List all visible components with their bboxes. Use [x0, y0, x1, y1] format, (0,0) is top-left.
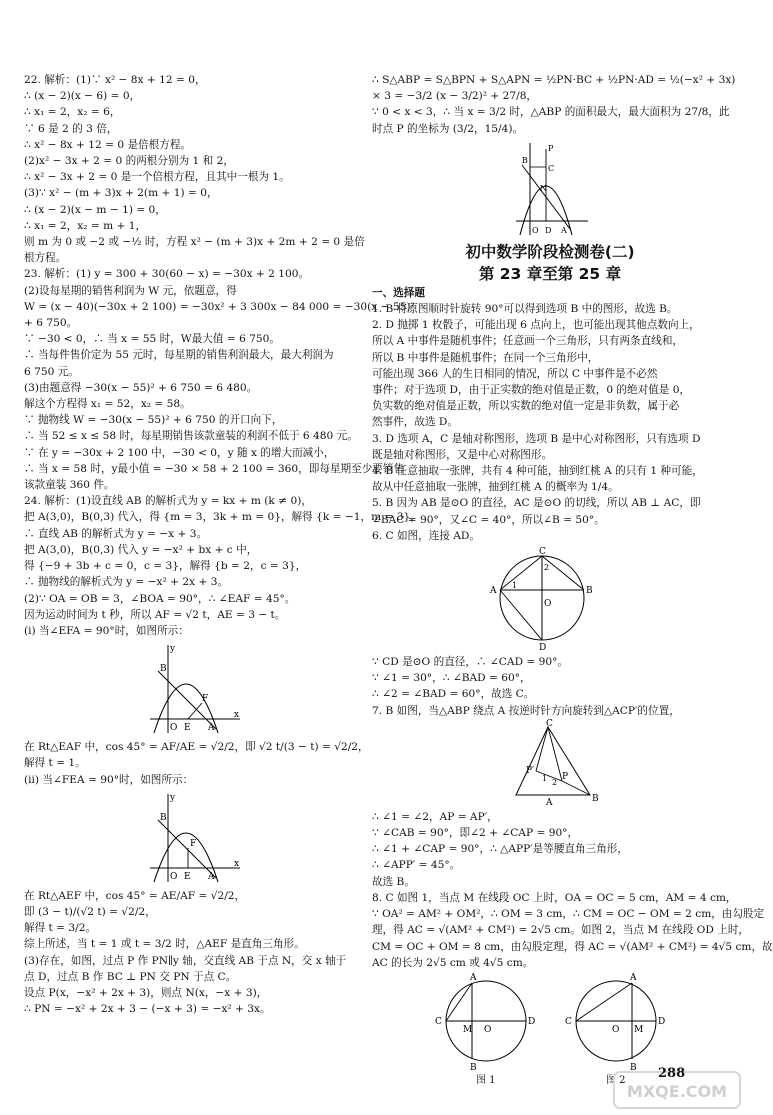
rq7-line: ∵ ∠CAB = 90°，即∠2 + ∠CAP = 90°， — [372, 827, 579, 840]
rq-line: 负实数的绝对值是正数，所以实数的绝对值一定是非负数，属于必 — [372, 400, 680, 413]
svg-text:x: x — [234, 858, 240, 869]
p24c-line: 设点 P(x，−x² + 2x + 3)，则点 N(x，−x + 3)， — [24, 986, 268, 999]
rq6-line: ∴ ∠2 = ∠BAD = 60°，故选 C。 — [372, 688, 535, 701]
p22-line: ∵ 6 是 2 的 3 倍， — [24, 122, 118, 135]
rq-line: 事件；对于选项 D，由于正实数的绝对值是正数，0 的绝对值是 0， — [372, 384, 691, 397]
svg-text:A: A — [208, 723, 215, 734]
rq-line: 所以 A 中事件是随机事件；任意画一个三角形，只有两条直线和， — [372, 335, 684, 348]
parabola-figure-3 — [512, 139, 592, 239]
svg-text:y: y — [170, 792, 176, 803]
rq-line: 既是轴对称图形，又是中心对称图形。 — [372, 448, 553, 461]
p24a-line: 因为运动时间为 t 秒，所以 AF = √2 t，AE = 3 − t。 — [24, 608, 286, 621]
rq-line: 可能出现 366 人的生日相同的情况，所以 C 中事件是不必然 — [372, 367, 658, 380]
rq7-line: CM = OC + OM = 8 cm，由勾股定理，得 AC = √(AM² + CM²) = 4√5 cm，故 — [372, 940, 773, 953]
svg-text:A: A — [546, 797, 553, 808]
rq7-line: ∴ ∠APP′ = 45°。 — [372, 859, 461, 872]
rq-line: 1. B 将原图顺时针旋转 90°可以得到选项 B 中的图形，故选 B。 — [372, 303, 678, 316]
svg-text:C: C — [539, 547, 546, 558]
svg-text:B: B — [522, 155, 528, 165]
p22-line: 22. 解析：(1)∵ x² − 8x + 12 = 0， — [24, 74, 206, 86]
svg-text:A: A — [630, 972, 637, 983]
figure-2-caption: 图 2 — [606, 1074, 626, 1086]
svg-text:MXQE.COM: MXQE.COM — [626, 1082, 728, 1101]
rq6-line: ∵ ∠1 = 30°，∴ ∠BAD = 60°， — [372, 672, 531, 685]
p23-line: ∵ −30 < 0，∴ 当 x = 55 时，W最大值 = 6 750。 — [24, 333, 281, 346]
section-subtitle: 第 23 章至第 25 章 — [478, 264, 622, 283]
svg-text:C: C — [435, 1016, 442, 1027]
circle-figure-2 — [562, 971, 672, 1071]
p24a-line: 把 A(3,0)，B(0,3) 代入，得 {m = 3，3k + m = 0}，解得 {k = −1，m = 3}， — [24, 511, 421, 524]
svg-text:2: 2 — [544, 563, 550, 573]
p23-line: (3)由题意得 −30(x − 55)² + 6 750 = 6 480。 — [24, 381, 258, 394]
p23-line: ∴ 当 52 ≤ x ≤ 58 时，每星期销售该款童装的利润不低于 6 480 元。 — [24, 430, 358, 443]
svg-text:C: C — [565, 1016, 572, 1027]
rq7-line: ∴ ∠1 + ∠CAP = 90°，∴ △APP′是等腰直角三角形， — [372, 843, 628, 856]
rq7-line: AC 的长为 2√5 cm 或 4√5 cm。 — [372, 956, 534, 969]
p24c-line: 综上所述，当 t = 1 或 t = 3/2 时，△AEF 是直角三角形。 — [24, 938, 305, 951]
circle-figure-1 — [432, 971, 542, 1071]
svg-text:x: x — [234, 710, 240, 721]
svg-text:D: D — [539, 643, 547, 654]
rq7-line: 故选 B。 — [372, 875, 415, 888]
p23-line: 该款童装 360 件。 — [24, 479, 115, 492]
rq-line: 然事件，故选 D。 — [372, 416, 459, 429]
p23-line: ∴ 当每件售价定为 55 元时，每星期的销售利润最大，最大利润为 — [24, 349, 334, 362]
svg-text:O: O — [484, 1024, 492, 1035]
p23-line: + 6 750。 — [24, 317, 78, 330]
p23-line: ∵ 在 y = −30x + 2 100 中，−30 < 0，y 随 x 的增大而减小， — [24, 446, 335, 459]
svg-text:N: N — [540, 183, 547, 193]
p22-line: ∴ x² − 3x + 2 = 0 是一个倍根方程，且其中一根为 1。 — [24, 171, 290, 184]
p22-line: ∴ (x − 2)(x − 6) = 0， — [24, 90, 141, 103]
solution-24-continued — [372, 72, 736, 137]
p23-line: 6 750 元。 — [24, 365, 79, 378]
svg-text:C: C — [548, 163, 555, 173]
p22-line: ∴ x² − 8x + 12 = 0 是倍根方程。 — [24, 138, 192, 151]
p24b-line: (ii) 当∠FEA = 90°时，如图所示： — [24, 773, 194, 786]
rq-line: 2. D 抛掷 1 枚骰子，可能出现 6 点向上，也可能出现其他点数向上， — [372, 319, 700, 332]
svg-text:D: D — [545, 225, 552, 235]
section-heading: 一、选择题 — [372, 286, 425, 299]
p24a-line: 24. 解析：(1)设直线 AB 的解析式为 y = kx + m (k ≠ 0)， — [24, 495, 312, 508]
solution-7-8 — [372, 809, 773, 971]
solution-24-part1 — [24, 493, 421, 639]
p24c-line: (3)存在，如图，过点 P 作 PN∥y 轴，交直线 AB 于点 N，交 x 轴于 — [24, 954, 347, 967]
svg-text:A: A — [561, 225, 567, 235]
svg-text:P: P — [548, 143, 554, 153]
rq7-line: ∴ ∠1 = ∠2，AP = AP′， — [372, 810, 498, 823]
section-title: 初中数学阶段检测卷(二) — [465, 242, 635, 261]
rq-line: 5. B 因为 AB 是⊙O 的直径，AC 是⊙O 的切线，所以 AB ⊥ AC，即 — [372, 497, 701, 510]
rq6-line: ∵ CD 是⊙O 的直径，∴ ∠CAD = 90°。 — [372, 656, 569, 669]
p24a-line: (2)∵ OA = OB = 3，∠BOA = 90°，∴ ∠EAF = 45°。 — [24, 592, 296, 605]
svg-text:B: B — [630, 1062, 637, 1073]
svg-text:P′: P′ — [526, 765, 535, 776]
rq-line: 4. B 任意抽取一张牌，共有 4 种可能，抽到红桃 A 的只有 1 种可能， — [372, 465, 703, 478]
p24a-line: ∴ 直线 AB 的解析式为 y = −x + 3。 — [24, 527, 208, 540]
svg-text:O: O — [612, 1024, 620, 1035]
svg-text:O: O — [544, 599, 552, 610]
p22-line: ∴ x₁ = 2，x₂ = 6， — [24, 106, 121, 119]
p24a-line: 得 {−9 + 3b + c = 0，c = 3}，解得 {b = 2，c = 3}， — [24, 560, 307, 573]
p24a-line: ∴ 抛物线的解析式为 y = −x² + 2x + 3。 — [24, 576, 229, 589]
p23-line: (2)设每星期的销售利润为 W 元，依题意，得 — [24, 284, 237, 297]
right-column — [372, 72, 773, 1089]
p22-line: 则 m 为 0 或 −2 或 −½ 时，方程 x² − (m + 3)x + 2m + 2 = 0 是倍 — [24, 236, 365, 249]
p23-line: ∵ 抛物线 W = −30(x − 55)² + 6 750 的开口向下， — [24, 414, 283, 427]
rq-line: 6. C 如图，连接 AD。 — [372, 529, 481, 542]
p24c-line: 在 Rt△AEF 中，cos 45° = AE/AF = √2/2， — [24, 889, 246, 902]
svg-text:O: O — [532, 225, 539, 235]
p24a-line: (i) 当∠EFA = 90°时，如图所示： — [24, 624, 189, 637]
rtop-line: ∵ 0 < x < 3，∴ 当 x = 3/2 时，△ABP 的面积最大，最大面积为 27/8，此 — [372, 106, 730, 119]
svg-text:C: C — [546, 718, 553, 729]
p24b-line: 解得 t = 1。 — [24, 757, 86, 770]
svg-text:F: F — [202, 694, 209, 705]
svg-text:A: A — [490, 586, 497, 597]
p23-line: ∴ 当 x = 58 时，y最小值 = −30 × 58 + 2 100 = 360，即每星期至少要销售 — [24, 462, 405, 475]
rq-line: 所以 B 中事件是随机事件；在同一个三角形中， — [372, 351, 599, 364]
solution-6-continued — [372, 654, 728, 719]
triangle-figure-q7 — [502, 718, 612, 808]
rtop-line: 时点 P 的坐标为 (3/2，15/4)。 — [372, 122, 524, 135]
svg-text:E: E — [184, 871, 191, 882]
rtop-line: ∴ S△ABP = S△BPN + S△APN = ½PN·BC + ½PN·AD = ½(−x² + 3x) — [372, 74, 736, 86]
svg-text:M: M — [634, 1024, 644, 1035]
p22-line: (3)∵ x² − (m + 3)x + 2(m + 1) = 0， — [24, 187, 218, 200]
p22-line: ∴ x₁ = 2，x₂ = m + 1， — [24, 219, 147, 232]
rq6-line: 7. B 如图，当△ABP 绕点 A 按逆时针方向旋转到△ACP′的位置， — [372, 704, 680, 717]
parabola-figure-2 — [144, 790, 244, 886]
svg-text:D: D — [658, 1016, 666, 1027]
p22-line: 根方程。 — [24, 252, 67, 265]
rq7-line: 8. C 如图 1，当点 M 在线段 OC 上时，OA = OC = 5 cm，AM = 4 cm， — [372, 891, 737, 904]
svg-text:1: 1 — [512, 581, 518, 591]
p23-line: 解这个方程得 x₁ = 52，x₂ = 58。 — [24, 398, 191, 411]
svg-text:E: E — [184, 723, 191, 734]
p23-line: W = (x − 40)(−30x + 2 100) = −30x² + 3 300x − 84 000 = −30(x − 55)² — [24, 300, 415, 313]
rq7-line: ∵ OA² = AM² + OM²，∴ OM = 3 cm，∴ CM = OC − OM = 2 cm，由勾股定 — [372, 908, 765, 921]
rq-line: 3. D 选项 A，C 是轴对称图形，选项 B 是中心对称图形，只有选项 D — [372, 432, 701, 445]
svg-text:A: A — [470, 972, 477, 983]
svg-text:y: y — [170, 644, 176, 655]
rq-line: 故从中任意抽取一张牌，抽到红桃 A 的概率为 1/4。 — [372, 481, 619, 494]
svg-text:B: B — [586, 586, 593, 597]
solution-22 — [24, 72, 365, 266]
svg-text:M: M — [463, 1024, 473, 1035]
p24c-line: 即 (3 − t)/(√2 t) = √2/2， — [24, 905, 156, 918]
rtop-line: × 3 = −3/2 (x − 3/2)² + 27/8， — [372, 90, 538, 103]
svg-text:2: 2 — [552, 777, 558, 787]
svg-text:D: D — [528, 1016, 536, 1027]
svg-text:P: P — [562, 771, 569, 782]
p24a-line: 把 A(3,0)，B(0,3) 代入 y = −x² + bx + c 中， — [24, 543, 258, 556]
svg-text:O: O — [170, 871, 178, 882]
svg-text:F: F — [190, 838, 197, 849]
p24c-line: ∴ PN = −x² + 2x + 3 − (−x + 3) = −x² + 3x。 — [24, 1003, 271, 1016]
parabola-figure-1 — [144, 641, 244, 737]
p24c-line: 点 D，过点 B 作 BC ⊥ PN 交 PN 于点 C。 — [24, 970, 237, 983]
svg-text:B: B — [160, 812, 167, 823]
figure-1-caption: 图 1 — [476, 1074, 496, 1086]
page-number: 288 — [658, 1066, 686, 1081]
rq-line: ∠BAC = 90°，又∠C = 40°，所以∠B = 50°。 — [372, 513, 605, 526]
solution-24-part2 — [24, 739, 369, 788]
circle-figure-q6 — [482, 546, 602, 652]
p22-line: (2)x² − 3x + 2 = 0 的两根分别为 1 和 2， — [24, 155, 234, 168]
solution-24-part3 — [24, 888, 360, 1018]
rq7-line: 理，得 AC = √(AM² + CM²) = 2√5 cm。如图 2，当点 M 在线段 OD 上时， — [372, 924, 750, 937]
svg-text:A: A — [208, 871, 215, 882]
svg-text:1: 1 — [542, 773, 548, 783]
p24c-line: 解得 t = 3/2。 — [24, 922, 97, 935]
svg-text:B: B — [470, 1062, 477, 1073]
svg-text:B: B — [592, 793, 599, 804]
svg-text:B: B — [160, 664, 167, 675]
p24b-line: 在 Rt△EAF 中，cos 45° = AF/AE = √2/2，即 √2 t/(3 − t) = √2/2， — [24, 741, 369, 754]
svg-text:O: O — [170, 723, 178, 734]
choice-answers-1-7 — [372, 301, 728, 544]
p23-line: 23. 解析：(1) y = 300 + 30(60 − x) = −30x + 2 100。 — [24, 268, 310, 281]
p22-line: ∴ (x − 2)(x − m − 1) = 0， — [24, 203, 166, 216]
